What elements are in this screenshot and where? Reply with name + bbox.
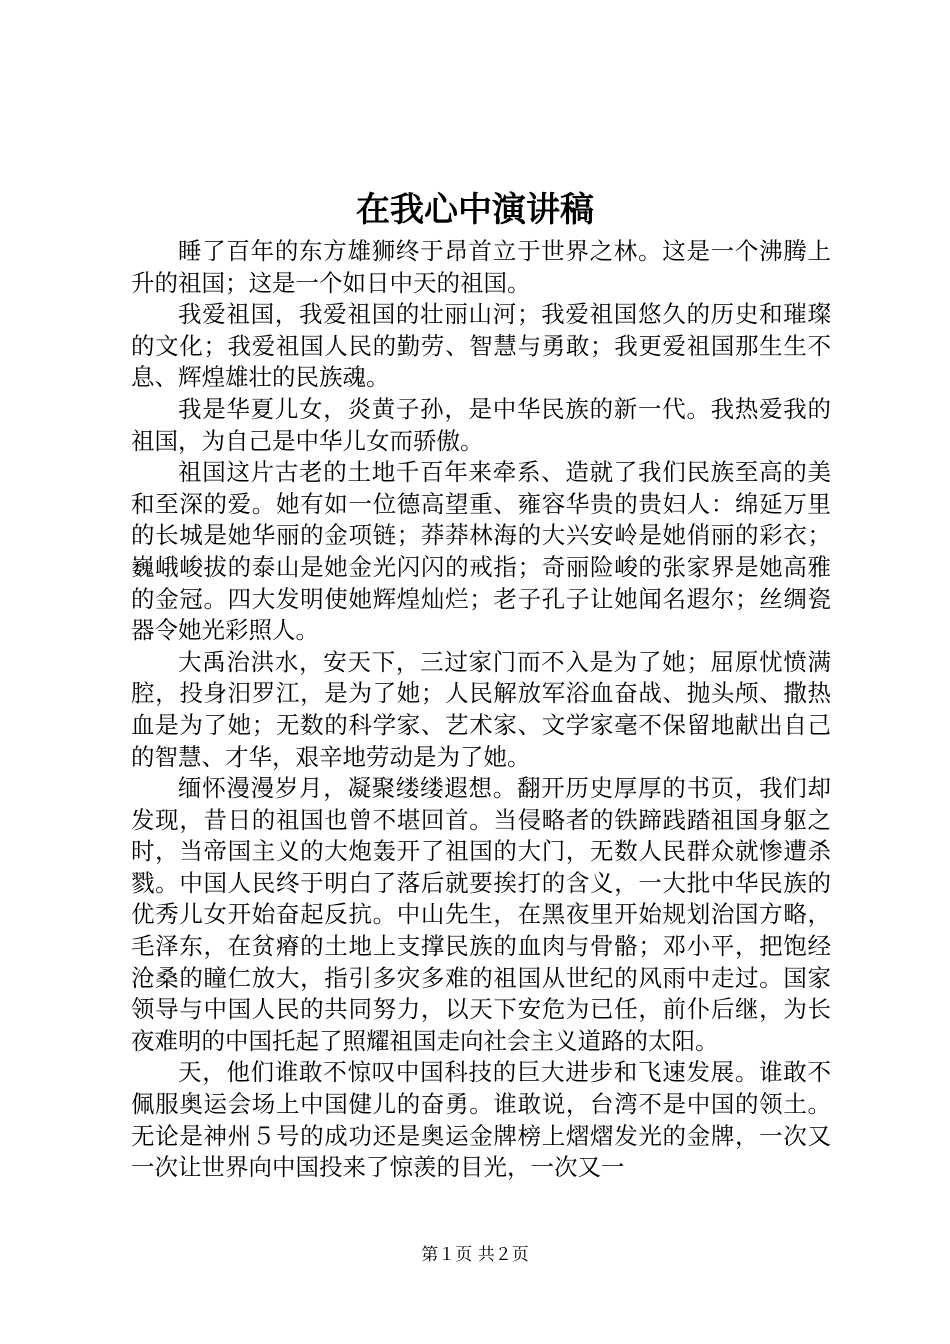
paragraph: 祖国这片古老的土地千百年来牵系、造就了我们民族至高的美和至深的爱。她有如一位德高望重、雍容华贵的贵妇人：绵延万里的长城是她华丽的金项链；莽莽林海的大兴安岭是她俏丽的彩衣；巍峨峻拔的泰山是她金光闪闪的戒指；奇丽险峻的张家界是她高雅的金冠。四大发明使她辉煌灿烂；老子孔子让她闻名遐尔；丝绸瓷器令她光彩照人。 [131, 458, 831, 645]
page-number-footer: 第１页 共２页 [421, 1245, 529, 1265]
paragraph: 我爱祖国，我爱祖国的壮丽山河；我爱祖国悠久的历史和璀璨的文化；我爱祖国人民的勤劳、智慧与勇敢；我更爱祖国那生生不息、辉煌雄壮的民族魂。 [131, 300, 831, 392]
document-body [131, 236, 831, 1184]
paragraph: 大禹治洪水，安天下，三过家门而不入是为了她；屈原忧愤满腔，投身汨罗江，是为了她；人民解放军浴血奋战、抛头颅、撒热血是为了她；无数的科学家、艺术家、文学家毫不保留地献出自己的智慧、才华，艰辛地劳动是为了她。 [131, 647, 831, 771]
page-title: 在我心中演讲稿 [356, 190, 594, 230]
paragraph: 天，他们谁敢不惊叹中国科技的巨大进步和飞速发展。谁敢不佩服奥运会场上中国健儿的奋勇。谁敢说，台湾不是中国的领土。无论是神州５号的成功还是奥运金牌榜上熠熠发光的金牌，一次又一次让世界向中国投来了惊羡的目光，一次又一 [131, 1058, 831, 1182]
paragraph: 缅怀漫漫岁月，凝聚缕缕遐想。翻开历史厚厚的书页，我们却发现，昔日的祖国也曾不堪回首。当侵略者的铁蹄践踏祖国身躯之时，当帝国主义的大炮轰开了祖国的大门，无数人民群众就惨遭杀戮。中国人民终于明白了落后就要挨打的含义，一大批中华民族的优秀儿女开始奋起反抗。中山先生，在黑夜里开始规划治国方略，毛泽东，在贫瘠的土地上支撑民族的血肉与骨骼；邓小平，把饱经沧桑的瞳仁放大，指引多灾多难的祖国从世纪的风雨中走过。国家领导与中国人民的共同努力，以天下安危为已任，前仆后继，为长夜难明的中国托起了照耀祖国走向社会主义道路的太阳。 [131, 774, 831, 1055]
paragraph: 睡了百年的东方雄狮终于昂首立于世界之林。这是一个沸腾上升的祖国；这是一个如日中天的祖国。 [131, 237, 831, 297]
paragraph: 我是华夏儿女，炎黄子孙，是中华民族的新一代。我热爱我的祖国，为自己是中华儿女而骄傲。 [131, 394, 831, 455]
